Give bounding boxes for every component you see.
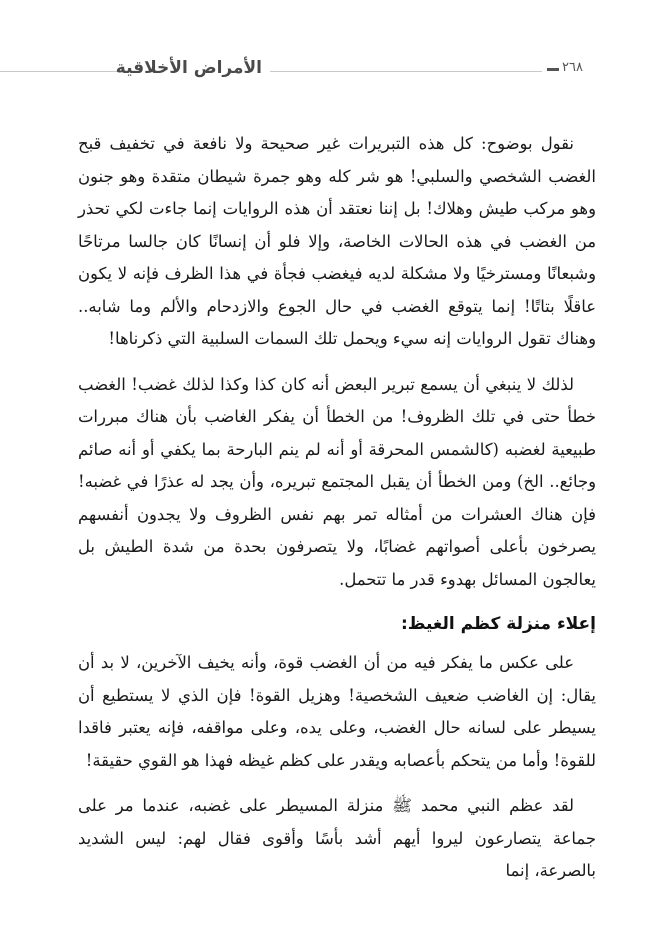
book-title: الأمراض الأخلاقية <box>115 58 262 78</box>
paragraph-3: على عكس ما يفكر فيه من أن الغضب قوة، وأنه يخيف الآخرين، لا بد أن يقال: إن الغاضب ضعيف الشخصية! وهزيل القوة! فإن الذي لا يستطيع أن يسيطر على لسانه حال الغضب، وعلى يده، وعلى مواقفه، فإنه يعتبر فاقدا للقوة! وأما من يتحكم بأعصابه ويقدر على كظم غيظه فهذا هو القوي حقيقة! <box>78 653 596 770</box>
paragraph-2: لذلك لا ينبغي أن يسمع تبرير البعض أنه كان كذا وكذا لذلك غضب! الغضب خطأ حتى في تلك الظروف! من الخطأ أن يفكر الغاضب بأن هناك مبررات طبيعية لغضبه (كالشمس المحرقة أو أنه لم ينم البارحة بما يكفي أو أنه صائم وجائع.. الخ) ومن الخطأ أن يقبل المجتمع تبريره، وأن يجد له عذرًا في غضبه! فإن هناك العشرات من أمثاله تمر بهم نفس الظروف ولا يجدون أنفسهم يصرخون بأعلى أصواتهم غضابًا، ولا يتصرفون بحدة من شدة الطيش بل يعالجون المسائل بهدوء قدر ما تتحمل. <box>78 374 596 589</box>
header-rule-left <box>0 71 128 72</box>
page-body <box>78 128 596 888</box>
header-dash <box>547 68 559 71</box>
running-header <box>0 54 669 90</box>
paragraph-1: نقول بوضوح: كل هذه التبريرات غير صحيحة ولا نافعة في تخفيف قبح الغضب الشخصي والسلبي! هو شر كله وهو جمرة شيطان متقدة وهو جنون وهو مركب طيش وهلاك! بل إننا نعتقد أن هذه الروايات إنما جاءت لكي تحذر من الغضب في هذه الحالات الخاصة، وإلا فلو أن إنسانًا كان جالسا مرتاحًا وشبعانًا ومسترخيًا ولا مشكلة لديه فيغضب فجأة في هذا الظرف فإنه لا يكون عاقلًا بتاتًا! إنما يتوقع الغضب في حال الجوع والازدحام والألم وما شابه.. وهناك تقول الروايات إنه سيء ويحمل تلك السمات السلبية التي ذكرناها! <box>78 134 596 348</box>
header-rule-middle <box>270 71 542 72</box>
page-number: ٢٦٨ <box>562 60 583 75</box>
section-heading: إعلاء منزلة كظم الغيظ: <box>400 614 596 634</box>
paragraph-4: لقد عظم النبي محمد ﷺ منزلة المسيطر على غضبه، عندما مر على جماعة يتصارعون ليروا أيهم أشد بأسًا وأقوى فقال لهم: ليس الشديد بالصرعة، إنما <box>78 796 596 880</box>
